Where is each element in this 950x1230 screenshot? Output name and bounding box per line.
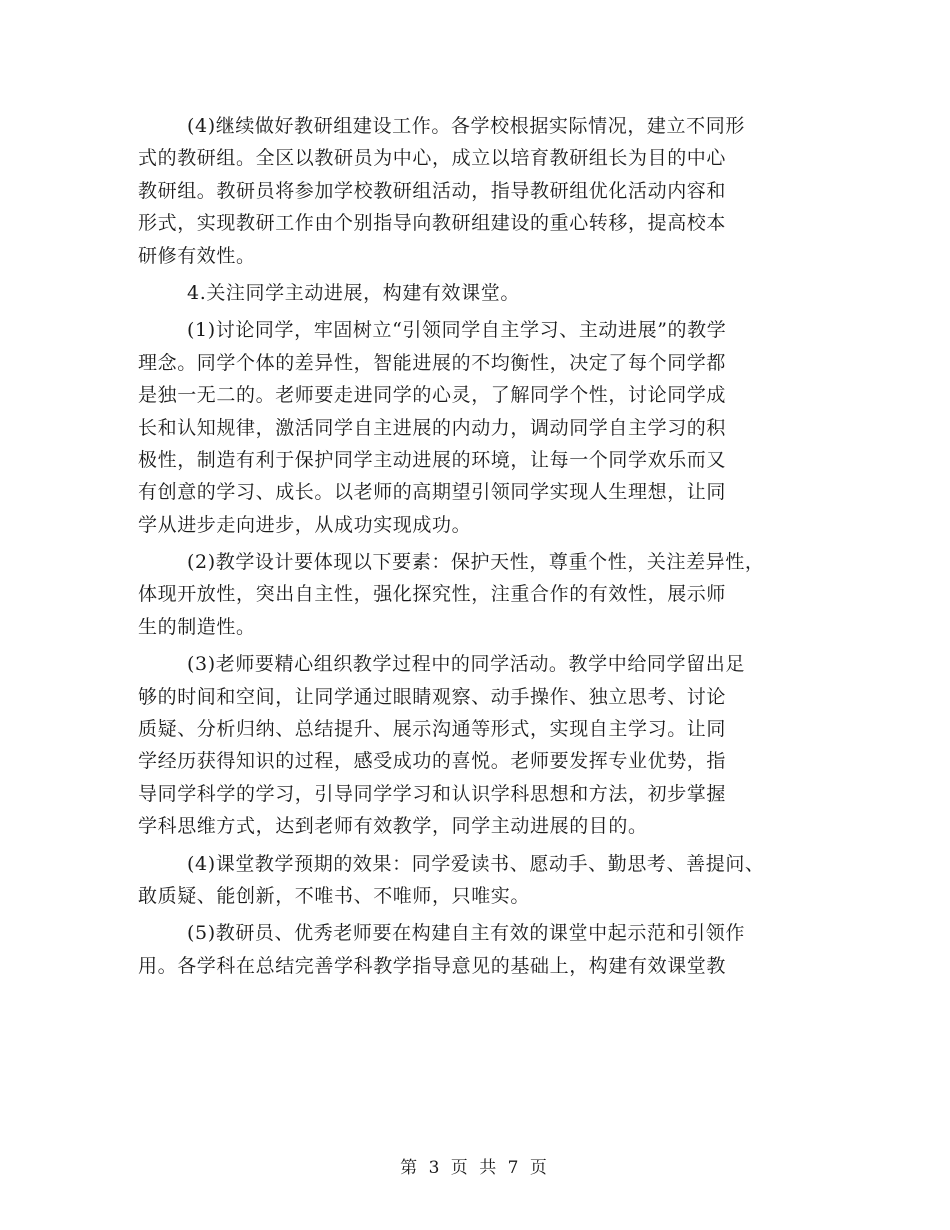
paragraph-line: (4)课堂教学预期的效果：同学爱读书、愿动手、勤思考、善提问、 <box>187 852 765 875</box>
paragraph-line: 理念。同学个体的差异性，智能进展的不均衡性，决定了每个同学都 <box>138 351 727 374</box>
paragraph-line: 敢质疑、能创新，不唯书、不唯师，只唯实。 <box>138 884 531 907</box>
paragraph-line: 体现开放性，突出自主性，强化探究性，注重合作的有效性，展示师 <box>138 583 727 606</box>
paragraph-line: 够的时间和空间，让同学通过眼睛观察、动手操作、独立思考、讨论 <box>138 685 727 708</box>
page-number-footer: 第 3 页 共 7 页 <box>400 1158 550 1178</box>
paragraph-line: 有创意的学习、成长。以老师的高期望引领同学实现人生理想，让同 <box>138 481 727 504</box>
paragraph-line: 形式，实现教研工作由个别指导向教研组建设的重心转移，提高校本 <box>138 212 727 235</box>
paragraph-line: 学从进步走向进步，从成功实现成功。 <box>138 513 472 536</box>
paragraph-line: 是独一无二的。老师要走进同学的心灵，了解同学个性，讨论同学成 <box>138 384 727 407</box>
paragraph-line: 式的教研组。全区以教研员为中心，成立以培育教研组长为目的中心 <box>138 147 727 170</box>
paragraph-line: 生的制造性。 <box>138 615 256 638</box>
paragraph-line: 学科思维方式，达到老师有效教学，同学主动进展的目的。 <box>138 815 648 838</box>
paragraph-line: 长和认知规律，激活同学自主进展的内动力，调动同学自主学习的积 <box>138 416 727 439</box>
paragraph-line: (2)教学设计要体现以下要素：保护天性，尊重个性，关注差异性， <box>187 551 765 574</box>
paragraph-line: 用。各学科在总结完善学科教学指导意见的基础上，构建有效课堂教 <box>138 954 727 977</box>
paragraph-line: 质疑、分析归纳、总结提升、展示沟通等形式，实现自主学习。让同 <box>138 718 727 741</box>
paragraph-line: 教研组。教研员将参加学校教研组活动，指导教研组优化活动内容和 <box>138 179 727 202</box>
paragraph-line: 学经历获得知识的过程，感受成功的喜悦。老师要发挥专业优势，指 <box>138 750 727 773</box>
paragraph-line: (1)讨论同学，牢固树立“引领同学自主学习、主动进展”的教学 <box>187 319 727 342</box>
paragraph-line: (4)继续做好教研组建设工作。各学校根据实际情况，建立不同形 <box>187 115 745 137</box>
paragraph-line: 研修有效性。 <box>138 244 256 267</box>
section-heading: 4.关注同学主动进展，构建有效课堂。 <box>187 281 520 304</box>
paragraph-line: (5)教研员、优秀老师要在构建自主有效的课堂中起示范和引领作 <box>187 922 745 945</box>
paragraph-line: 导同学科学的学习，引导同学学习和认识学科思想和方法，初步掌握 <box>138 782 727 805</box>
paragraph-line: 极性，制造有利于保护同学主动进展的环境，让每一个同学欢乐而又 <box>138 448 727 471</box>
paragraph-line: (3)老师要精心组织教学过程中的同学活动。教学中给同学留出足 <box>187 653 745 676</box>
document-body <box>138 110 818 982</box>
